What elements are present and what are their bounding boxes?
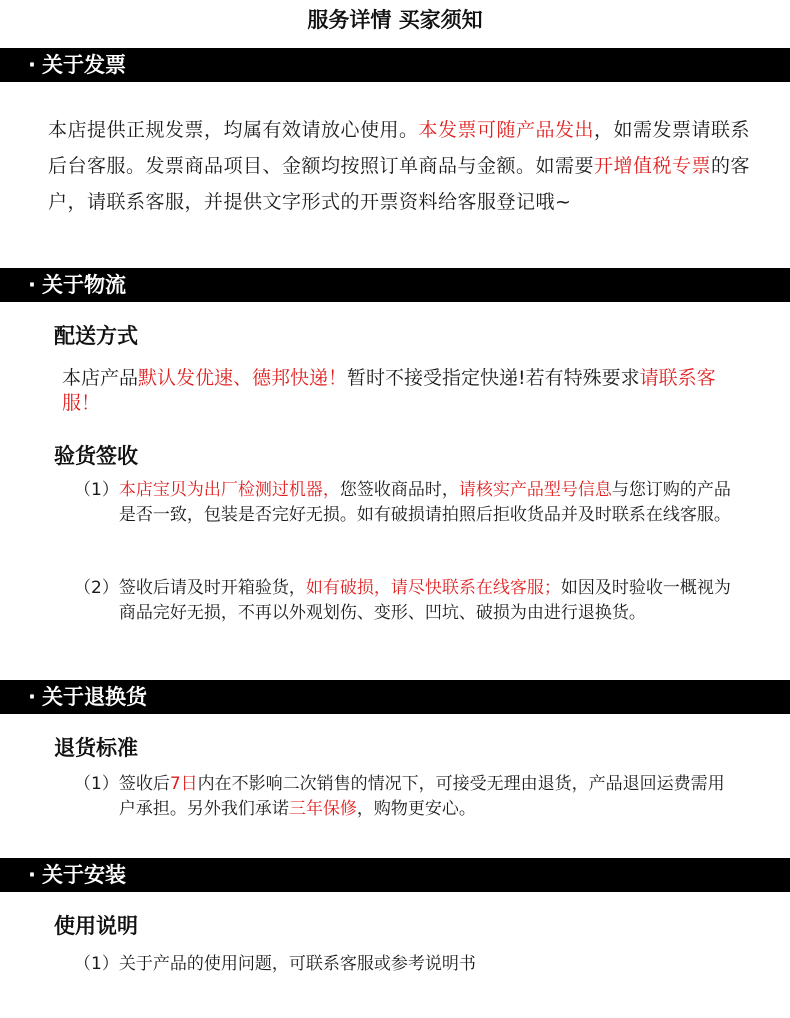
section-title-returns: 关于退换货 [41, 685, 147, 709]
return-standard-heading: 退货标准 [54, 736, 138, 760]
list-item-text: 关于产品的使用问题，可联系客服或参考说明书 [118, 954, 476, 974]
invoice-highlight-2: 开增值税专票 [594, 155, 712, 177]
list-item-number: （1） [74, 954, 119, 974]
list-item-text: 签收后请及时开箱验货，如有破损，请尽快联系在线客服；如因及时验收一概视为商品完好无损，不再以外观划伤、变形、凹坑、破损为由进行退换货。 [118, 578, 731, 623]
list-item-number: （1） [74, 774, 119, 794]
page-title: 服务详情 买家须知 [307, 8, 483, 32]
section-header-returns [0, 680, 790, 714]
section-header-install [0, 858, 790, 892]
inspection-heading: 验货签收 [54, 444, 138, 468]
invoice-text-1: 本店提供正规发票，均属有效请放心使用。 [48, 119, 419, 141]
list-item-number: （2） [74, 578, 119, 598]
usage-instructions-heading: 使用说明 [54, 914, 138, 938]
delivery-method-heading: 配送方式 [54, 324, 138, 348]
invoice-text-3: 的客户，请联系客服，并提供文字形式的开票资料给客服登记哦~ [48, 155, 751, 213]
section-header-invoice [0, 48, 790, 82]
list-item [74, 952, 734, 977]
section-title-invoice: 关于发票 [41, 53, 126, 77]
list-item [74, 478, 734, 528]
list-item [74, 772, 734, 822]
delivery-highlight-2: 请联系客服！ [62, 367, 716, 414]
delivery-paragraph [62, 366, 742, 416]
delivery-text-1: 本店产品 [62, 367, 139, 389]
bullet-dot: · [28, 863, 36, 887]
list-item [74, 576, 734, 626]
invoice-paragraph [48, 112, 753, 220]
bullet-dot: · [28, 685, 36, 709]
list-item-number: （1） [74, 480, 119, 500]
bullet-dot: · [28, 53, 36, 77]
list-item-text: 本店宝贝为出厂检测过机器，您签收商品时，请核实产品型号信息与您订购的产品是否一致，包装是否完好无损。如有破损请拍照后拒收货品并及时联系在线客服。 [118, 480, 731, 525]
section-header-logistics [0, 268, 790, 302]
bullet-dot: · [28, 273, 36, 297]
invoice-highlight-1: 本发票可随产品发出 [418, 119, 595, 141]
delivery-highlight-1: 默认发优速、德邦快递！ [138, 367, 348, 389]
section-title-install: 关于安装 [41, 863, 126, 887]
list-item-text: 签收后7日内在不影响二次销售的情况下，可接受无理由退货，产品退回运费需用户承担。另外我们承诺三年保修，购物更安心。 [118, 774, 725, 819]
delivery-text-2: 暂时不接受指定快递!若有特殊要求 [347, 367, 640, 389]
invoice-text-2: ，如需发票请联系后台客服。发票商品项目、金额均按照订单商品与金额。如需要 [48, 119, 751, 177]
section-title-logistics: 关于物流 [41, 273, 126, 297]
